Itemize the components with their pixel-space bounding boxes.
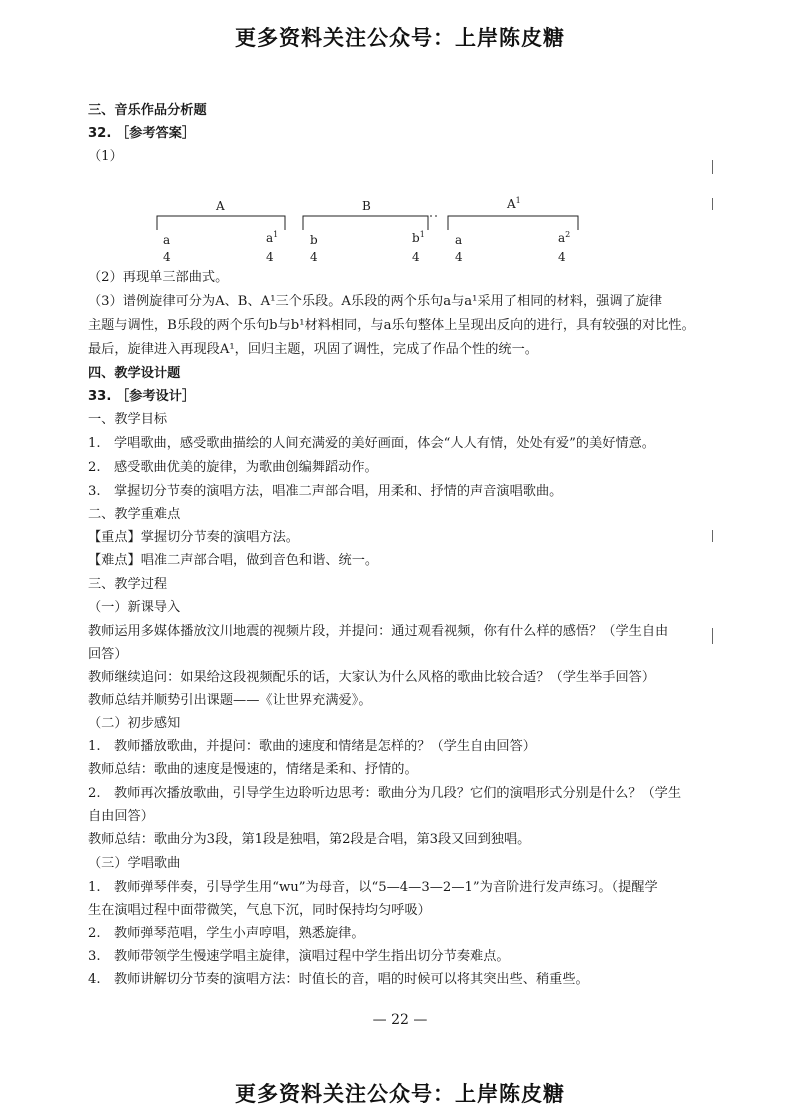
scan-margin-mark — [712, 530, 713, 542]
phrase-b1: $b^1$ — [412, 230, 425, 245]
bracket-section-a — [157, 216, 285, 230]
goal-item: 2. 感受歌曲优美的旋律，为歌曲创编舞蹈动作。 — [88, 460, 378, 475]
perception-step-2-summary: 教师总结：歌曲分为3段，第1段是独唱，第2段是合唱，第3段又回到独唱。 — [88, 832, 531, 847]
answer-item-2: （2）再现单三部曲式。 — [88, 270, 229, 285]
bars-a1: 4 — [266, 250, 274, 264]
scan-margin-mark — [712, 628, 713, 644]
bracket-section-a1 — [448, 216, 578, 230]
form-diagram-brackets — [0, 196, 800, 256]
answer-item-3-line-3: 最后，旋律进入再现段A¹，回归主题，巩固了调性，完成了作品个性的统一。 — [88, 342, 538, 357]
section-label-a1: $A^1$ — [507, 196, 521, 211]
intro-paragraph-3: 教师总结并顺势引出课题——《让世界充满爱》。 — [88, 693, 372, 708]
key-difficult-heading: 二、教学重难点 — [88, 507, 181, 522]
answer-item-1-label: （1） — [88, 149, 123, 164]
phrase-b: b — [310, 233, 318, 247]
phrase-a1: $a^1$ — [266, 230, 279, 245]
section-label-b: B — [362, 199, 371, 213]
bars-a2: 4 — [558, 250, 566, 264]
footer-banner: 更多资料关注公众号：上岸陈皮糖 — [235, 1082, 565, 1106]
page-number: — 22 — — [372, 1012, 428, 1028]
bars-a-second: 4 — [455, 250, 463, 264]
phrase-a: a — [163, 233, 171, 247]
scan-margin-mark — [712, 160, 713, 174]
section-heading-music-analysis: 三、音乐作品分析题 — [88, 103, 207, 118]
answer-item-3-line-2: 主题与调性，B乐段的两个乐句b与b¹材料相同，与a乐句整体上呈现出反向的进行，具有较强的对比性。 — [88, 318, 695, 333]
question-33-title: 33. ［参考设计］ — [88, 389, 196, 404]
question-32-title: 32. ［参考答案］ — [88, 126, 196, 141]
intro-paragraph-1-line-1: 教师运用多媒体播放汶川地震的视频片段，并提问：通过观看视频，你有什么样的感悟？（学生自由 — [88, 624, 669, 639]
key-point: 【重点】掌握切分节奏的演唱方法。 — [88, 530, 299, 545]
phrase-a-second: a — [455, 233, 463, 247]
difficult-point: 【难点】唱准二声部合唱，做到音色和谐、统一。 — [88, 553, 379, 568]
learn-step-4: 4. 教师讲解切分节奏的演唱方法：时值长的音，唱的时候可以将其突出些、稍重些。 — [88, 972, 589, 987]
section-label-a: A — [216, 199, 225, 213]
perception-heading: （二）初步感知 — [88, 716, 181, 731]
perception-step-2-line-2: 自由回答） — [88, 809, 154, 824]
learn-heading: （三）学唱歌曲 — [88, 856, 181, 871]
goals-heading: 一、教学目标 — [88, 412, 168, 427]
learn-step-1-line-2: 生在演唱过程中面带微笑，气息下沉，同时保持均匀呼吸） — [88, 903, 431, 918]
intro-heading: （一）新课导入 — [88, 600, 181, 615]
section-heading-teaching-design: 四、教学设计题 — [88, 366, 181, 381]
perception-step-2-line-1: 2. 教师再次播放歌曲，引导学生边聆听边思考：歌曲分为几段？它们的演唱形式分别是什么？（学生 — [88, 786, 682, 801]
learn-step-3: 3. 教师带领学生慢速学唱主旋律，演唱过程中学生指出切分节奏难点。 — [88, 949, 510, 964]
bars-b: 4 — [310, 250, 318, 264]
perception-step-1-summary: 教师总结：歌曲的速度是慢速的，情绪是柔和、抒情的。 — [88, 762, 418, 777]
header-banner: 更多资料关注公众号：上岸陈皮糖 — [235, 26, 565, 50]
learn-step-2: 2. 教师弹琴范唱，学生小声哼唱，熟悉旋律。 — [88, 926, 365, 941]
process-heading: 三、教学过程 — [88, 577, 168, 592]
goal-item: 1. 学唱歌曲，感受歌曲描绘的人间充满爱的美好画面，体会“人人有情，处处有爱”的美好情意。 — [88, 436, 655, 451]
bars-b1: 4 — [412, 250, 420, 264]
intro-paragraph-1-line-2: 回答） — [88, 647, 128, 662]
goal-item: 3. 掌握切分节奏的演唱方法，唱准二声部合唱，用柔和、抒情的声音演唱歌曲。 — [88, 484, 563, 499]
learn-step-1-line-1: 1. 教师弹琴伴奏，引导学生用“wu”为母音，以“5—4—3—2—1”为音阶进行发声练习。（提醒学 — [88, 880, 658, 895]
bracket-section-b — [303, 216, 428, 230]
perception-step-1: 1. 教师播放歌曲，并提问：歌曲的速度和情绪是怎样的？（学生自由回答） — [88, 739, 536, 754]
bars-a: 4 — [163, 250, 171, 264]
intro-paragraph-2: 教师继续追问：如果给这段视频配乐的话，大家认为什么风格的歌曲比较合适？（学生举手回答） — [88, 670, 656, 685]
phrase-a2: $a^2$ — [558, 230, 571, 245]
answer-item-3-line-1: （3）谱例旋律可分为A、B、A¹三个乐段。A乐段的两个乐句a与a¹采用了相同的材料，强调了旋律 — [88, 294, 663, 309]
scan-margin-mark — [712, 198, 713, 210]
